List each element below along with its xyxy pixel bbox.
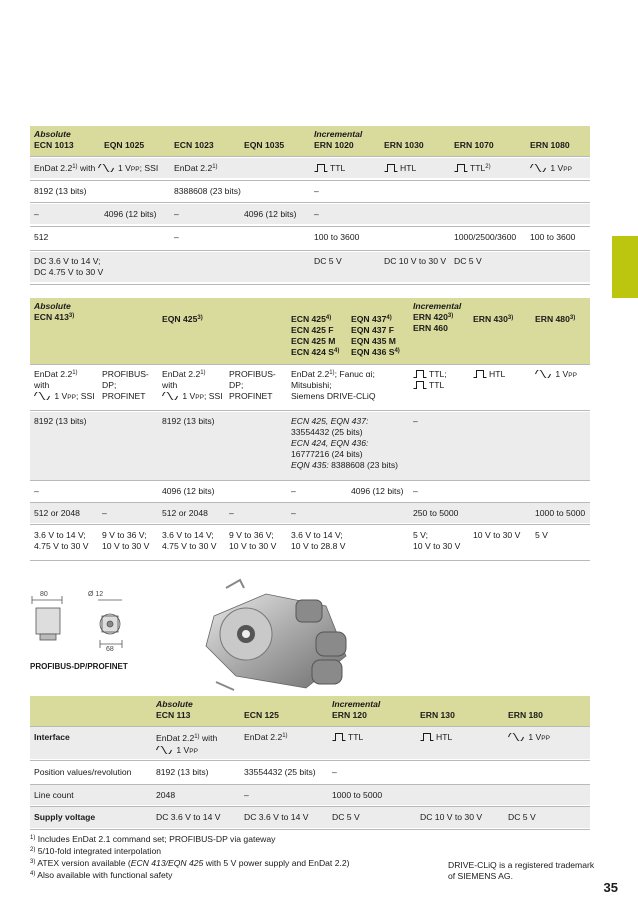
col-header: ECN 113 bbox=[156, 710, 191, 720]
table-cell: 1 VPP bbox=[508, 732, 550, 745]
table-cell: EnDat 2.2$^{1)}$ with 1 VPP bbox=[156, 733, 218, 755]
table-cell: – bbox=[332, 767, 337, 777]
square-wave-icon bbox=[384, 164, 398, 172]
row-label: Position values/revolution bbox=[34, 767, 132, 777]
page-number: 35 bbox=[603, 880, 618, 895]
col-header: ECN 1013 bbox=[34, 140, 74, 150]
table-cell: EnDat 2.2$^{1)}$ with 1 VPP; SSI bbox=[34, 163, 159, 173]
table-cell: – bbox=[291, 486, 296, 496]
table-cell: 250 to 5000 bbox=[413, 508, 459, 518]
table-cell: 8192 (13 bits) bbox=[34, 186, 87, 196]
table-cell: 100 to 3600 bbox=[530, 232, 576, 242]
table-cell: 3.6 V to 14 V; 10 V to 28.8 V bbox=[291, 530, 346, 551]
drawing-caption: PROFIBUS-DP/PROFINET bbox=[30, 662, 128, 671]
square-wave-icon bbox=[413, 381, 427, 389]
col-header: ECN 413$^{3)}$ bbox=[34, 312, 75, 322]
sine-wave-icon bbox=[530, 164, 546, 172]
dimension-label: 80 bbox=[40, 591, 48, 598]
table-cell: 512 or 2048 bbox=[34, 508, 80, 518]
table-cell: – bbox=[34, 486, 39, 496]
table-cell: 5 V bbox=[535, 530, 548, 540]
row-label: Line count bbox=[34, 790, 74, 800]
encoder-photo bbox=[196, 576, 366, 696]
table-cell: 8192 (13 bits) bbox=[156, 767, 209, 777]
col-header: ERN 420$^{3)}$ ERN 460 bbox=[413, 312, 454, 333]
dimension-label: Ø 12 bbox=[88, 591, 104, 598]
trademark-note: of SIEMENS AG. bbox=[448, 871, 513, 881]
table-cell: DC 3.6 V to 14 V bbox=[156, 812, 221, 822]
col-header: EQN 425$^{3)}$ bbox=[162, 314, 203, 324]
table-cell: 2048 bbox=[156, 790, 176, 800]
dimension-label: 68 bbox=[106, 646, 114, 653]
table-cell: DC 5 V bbox=[332, 812, 360, 822]
table-cell: – bbox=[244, 790, 249, 800]
table-cell: 3.6 V to 14 V; 4.75 V to 30 V bbox=[34, 530, 89, 551]
table-cell: – bbox=[314, 209, 319, 219]
col-header: ERN 1020 bbox=[314, 140, 354, 150]
square-wave-icon bbox=[314, 164, 328, 172]
col-header: ECN 125 bbox=[244, 710, 279, 720]
table-cell: HTL bbox=[420, 732, 452, 743]
table-cell: 512 or 2048 bbox=[162, 508, 208, 518]
square-wave-icon bbox=[420, 733, 434, 741]
table-cell: DC 4.75 V to 30 V bbox=[34, 267, 104, 277]
sine-wave-icon bbox=[508, 733, 524, 741]
table-cell: 9 V to 36 V; 10 V to 30 V bbox=[102, 530, 150, 551]
table-cell: EnDat 2.2$^{1)}$ with 1 VPP; SSI bbox=[162, 369, 223, 401]
table-cell: EnDat 2.2$^{1)}$ bbox=[174, 163, 218, 173]
table-cell: HTL bbox=[384, 163, 416, 174]
table-cell: 4096 (12 bits) bbox=[162, 486, 215, 496]
table-cell: PROFIBUS- DP; PROFINET bbox=[229, 369, 276, 401]
sine-wave-icon bbox=[34, 392, 50, 400]
group-incremental: Incremental bbox=[314, 129, 363, 139]
table-cell: 1000 to 5000 bbox=[535, 508, 586, 518]
footnote: $^{2)}$ 5/10-fold integrated interpolation bbox=[30, 846, 161, 856]
table-cell: EnDat 2.2$^{1)}$ bbox=[244, 732, 288, 742]
table-cell: DC 10 V to 30 V bbox=[420, 812, 483, 822]
table-cell: 3.6 V to 14 V; 4.75 V to 30 V bbox=[162, 530, 217, 551]
square-wave-icon bbox=[473, 370, 487, 378]
table-cell: – bbox=[314, 186, 319, 196]
table-cell: TTL bbox=[332, 732, 363, 743]
table-cell: 1000/2500/3600 bbox=[454, 232, 517, 242]
trademark-note: DRIVE-CLiQ is a registered trademark bbox=[448, 860, 595, 870]
group-incremental: Incremental bbox=[332, 699, 381, 709]
table-cell: TTL; TTL bbox=[413, 369, 447, 391]
table-cell: 33554432 (25 bits) bbox=[244, 767, 316, 777]
group-absolute: Absolute bbox=[34, 129, 71, 139]
col-header: EQN 1035 bbox=[244, 140, 285, 150]
table-cell: DC 3.6 V to 14 V bbox=[244, 812, 309, 822]
col-header: ERN 430$^{3)}$ bbox=[473, 314, 514, 324]
table-cell: 10 V to 30 V bbox=[473, 530, 521, 540]
footnote: $^{1)}$ Includes EnDat 2.1 command set; PROFIBUS-DP via gateway bbox=[30, 834, 276, 844]
table-cell: DC 5 V bbox=[454, 256, 482, 266]
col-header: ECN 1023 bbox=[174, 140, 214, 150]
table-cell: 1000 to 5000 bbox=[332, 790, 383, 800]
table-cell: DC 10 V to 30 V bbox=[384, 256, 447, 266]
table-cell: – bbox=[174, 232, 179, 242]
col-header: ERN 1080 bbox=[530, 140, 570, 150]
table-cell: 9 V to 36 V; 10 V to 30 V bbox=[229, 530, 277, 551]
section-tab bbox=[612, 236, 638, 298]
sine-wave-icon bbox=[98, 164, 114, 172]
table-cell: 4096 (12 bits) bbox=[244, 209, 297, 219]
table-cell: 1 VPP bbox=[530, 163, 572, 176]
col-header: EQN 1025 bbox=[104, 140, 145, 150]
table-cell: DC 5 V bbox=[314, 256, 342, 266]
footnote: $^{3)}$ ATEX version available (ECN 413/EQN 425 with 5 V power supply and EnDat 2.2) bbox=[30, 858, 350, 868]
col-header: ERN 180 bbox=[508, 710, 543, 720]
table-cell: 8388608 (23 bits) bbox=[174, 186, 241, 196]
table-cell: TTL$^{2)}$ bbox=[454, 163, 491, 174]
square-wave-icon bbox=[413, 370, 427, 378]
table-cell: 1 VPP bbox=[535, 369, 577, 382]
sine-wave-icon bbox=[162, 392, 178, 400]
group-incremental: Incremental bbox=[413, 301, 462, 311]
square-wave-icon bbox=[454, 164, 468, 172]
table-cell: – bbox=[229, 508, 234, 518]
col-header: EQN 437$^{4)}$ EQN 437 F EQN 435 M EQN 436 $S^{4)}$ bbox=[351, 314, 400, 357]
table-cell: EnDat 2.2$^{1)}$ with 1 VPP; SSI bbox=[34, 369, 95, 401]
square-wave-icon bbox=[332, 733, 346, 741]
col-header: ERN 480$^{3)}$ bbox=[535, 314, 576, 324]
table-cell: 4096 (12 bits) bbox=[104, 209, 157, 219]
sine-wave-icon bbox=[535, 370, 551, 378]
table-header bbox=[30, 696, 590, 726]
row-label: Supply voltage bbox=[34, 812, 96, 822]
table-cell: 5 V; 10 V to 30 V bbox=[413, 530, 461, 551]
table-cell: – bbox=[174, 209, 179, 219]
col-header: ERN 1030 bbox=[384, 140, 424, 150]
group-absolute: Absolute bbox=[34, 301, 71, 311]
sine-wave-icon bbox=[156, 746, 172, 754]
table-cell: EnDat 2.2$^{1)}$; Fanuc αi; Mitsubishi; Siemens DRIVE-CLiQ bbox=[291, 369, 376, 401]
table-cell: 512 bbox=[34, 232, 49, 242]
table-cell: 100 to 3600 bbox=[314, 232, 360, 242]
table-cell: 4096 (12 bits) bbox=[351, 486, 404, 496]
col-header: ERN 1070 bbox=[454, 140, 494, 150]
table-cell: DC 3.6 V to 14 V; bbox=[34, 256, 101, 266]
table-cell: 8192 (13 bits) bbox=[34, 416, 87, 426]
group-absolute: Absolute bbox=[156, 699, 193, 709]
table-cell: – bbox=[413, 486, 418, 496]
table-cell: HTL bbox=[473, 369, 505, 380]
table-cell: ECN 425, EQN 437: 33554432 (25 bits) ECN 424, EQN 436: 16777216 (24 bits) EQN 435: 8388608 (23 bits) bbox=[291, 416, 399, 470]
table-cell: – bbox=[102, 508, 107, 518]
col-header: ERN 130 bbox=[420, 710, 455, 720]
col-header: ECN 425$^{4)}$ ECN 425 F ECN 425 M ECN 424 $S^{4)}$ bbox=[291, 314, 340, 357]
table-cell: – bbox=[34, 209, 39, 219]
table-cell: TTL bbox=[314, 163, 345, 174]
table-cell: – bbox=[291, 508, 296, 518]
footnote: $^{4)}$ Also available with functional safety bbox=[30, 870, 173, 880]
row-label: Interface bbox=[34, 732, 70, 742]
table-cell: – bbox=[413, 416, 418, 426]
table-cell: 8192 (13 bits) bbox=[162, 416, 215, 426]
col-header: ERN 120 bbox=[332, 710, 367, 720]
table-cell: DC 5 V bbox=[508, 812, 536, 822]
table-cell: PROFIBUS- DP; PROFINET bbox=[102, 369, 149, 401]
